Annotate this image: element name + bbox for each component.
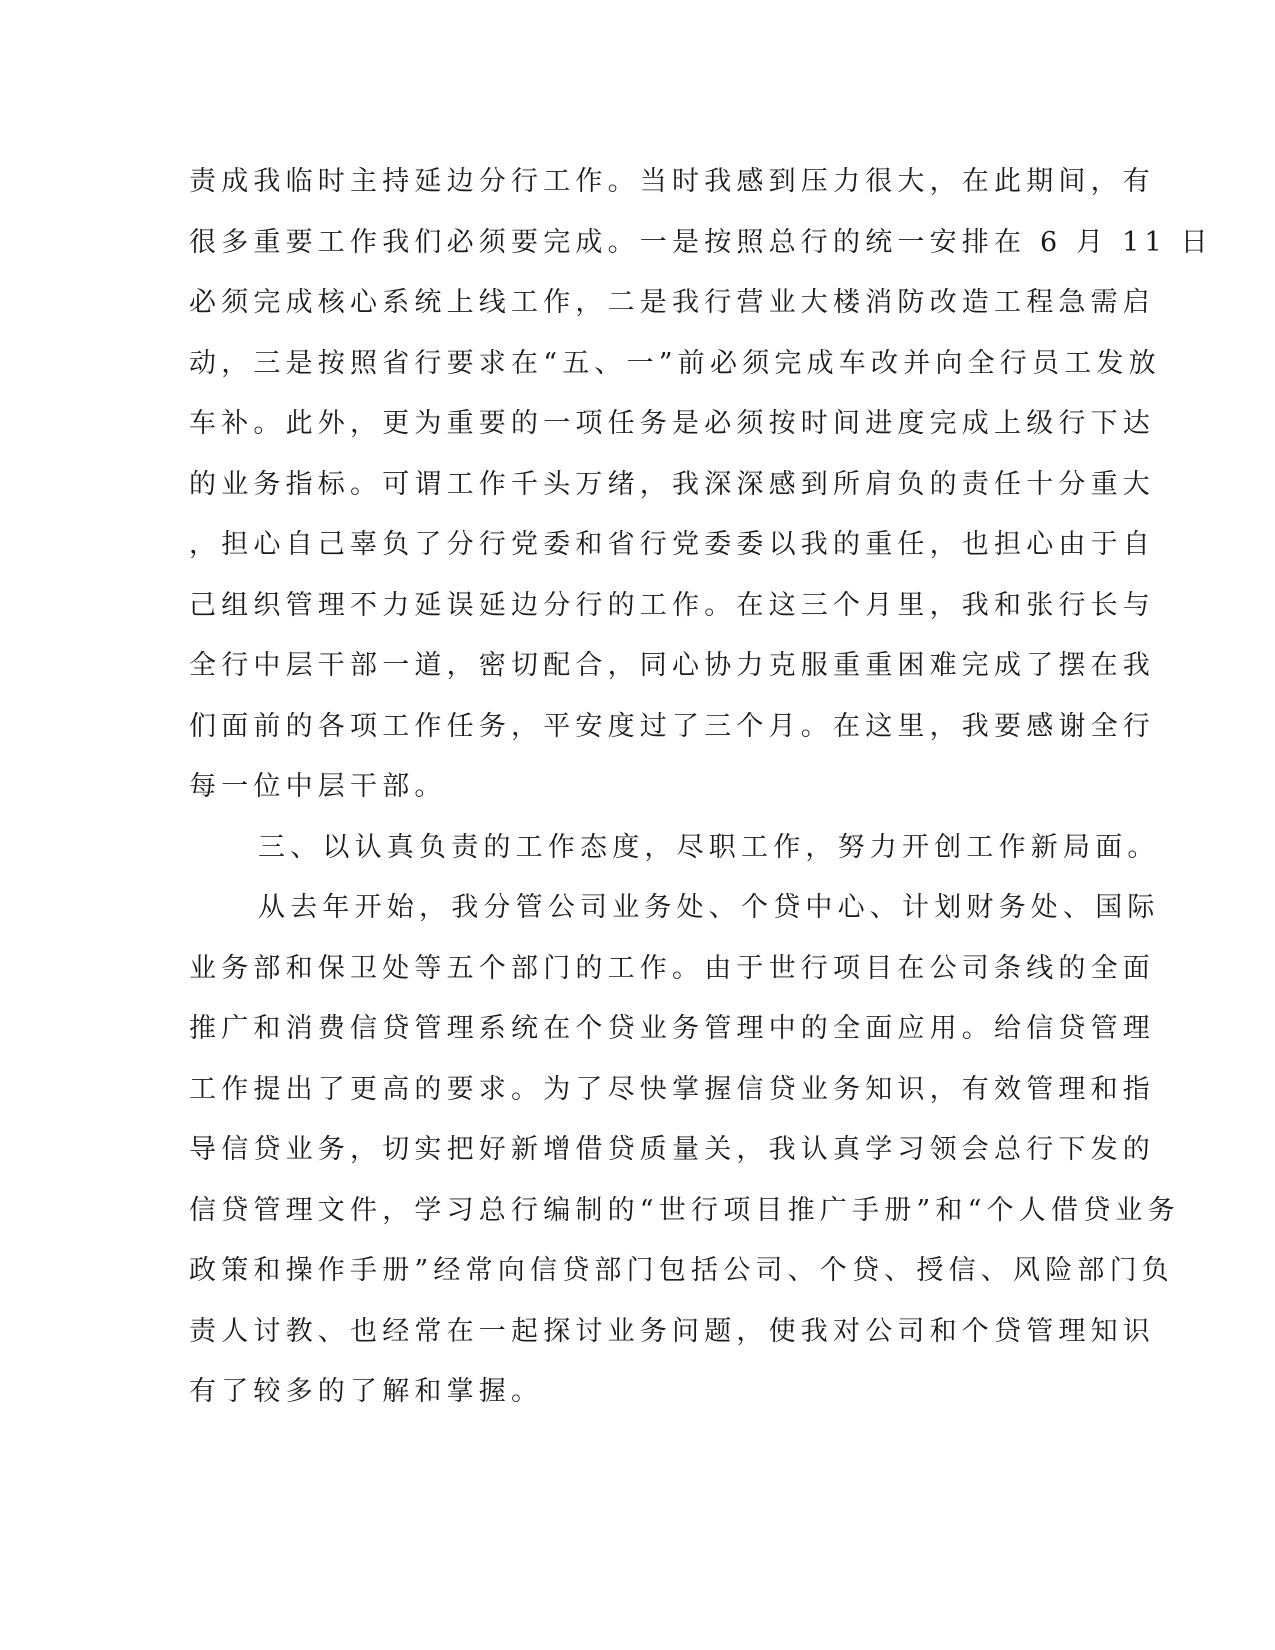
text-line: 业务部和保卫处等五个部门的工作。由于世行项目在公司条线的全面 — [189, 952, 1155, 984]
text-line: 必须完成核心系统上线工作，二是我行营业大楼消防改造工程急需启 — [189, 287, 1155, 318]
text-line: 全行中层干部一道，密切配合，同心协力克服重重困难完成了摆在我 — [189, 650, 1155, 681]
section-heading: 三、以认真负责的工作态度，尽职工作，努力开创工作新局面。 — [258, 831, 1160, 863]
text-line: 导信贷业务，切实把好新增借贷质量关，我认真学习领会总行下发的 — [189, 1134, 1155, 1165]
text-line: 从去年开始，我分管公司业务处、个贷中心、计划财务处、国际 — [258, 892, 1160, 923]
paragraph-1 — [189, 152, 1213, 818]
text-line: 工作提出了更高的要求。为了尽快掌握信贷业务知识，有效管理和指 — [189, 1073, 1155, 1105]
text-line: 责成我临时主持延边分行工作。当时我感到压力很大，在此期间，有 — [189, 166, 1155, 197]
document-body — [189, 152, 1213, 1423]
text-line: 们面前的各项工作任务，平安度过了三个月。在这里，我要感谢全行 — [189, 710, 1155, 742]
text-line: 车补。此外，更为重要的一项任务是必须按时间进度完成上级行下达 — [189, 408, 1155, 439]
paragraph-2 — [189, 878, 1180, 1423]
text-line: ，担心自己辜负了分行党委和省行党委委以我的重任，也担心由于自 — [189, 529, 1155, 560]
text-line: 每一位中层干部。 — [189, 771, 447, 802]
text-line: 动，三是按照省行要求在“五、一”前必须完成车改并向全行员工发放 — [189, 347, 1161, 379]
text-line: 政策和操作手册”经常向信贷部门包括公司、个贷、授信、风险部门负 — [189, 1255, 1175, 1286]
text-line: 责人讨教、也经常在一起探讨业务问题，使我对公司和个贷管理知识 — [189, 1315, 1155, 1347]
text-line: 很多重要工作我们必须要完成。一是按照总行的统一安排在 6 月 11 日 — [189, 226, 1213, 258]
text-line: 信贷管理文件，学习总行编制的“世行项目推广手册”和“个人借贷业务 — [189, 1194, 1180, 1226]
text-line: 己组织管理不力延误延边分行的工作。在这三个月里，我和张行长与 — [189, 589, 1155, 621]
text-line: 有了较多的了解和掌握。 — [189, 1376, 544, 1407]
text-line: 的业务指标。可谓工作千头万绪，我深深感到所肩负的责任十分重大 — [189, 468, 1155, 500]
text-line: 推广和消费信贷管理系统在个贷业务管理中的全面应用。给信贷管理 — [189, 1013, 1155, 1044]
